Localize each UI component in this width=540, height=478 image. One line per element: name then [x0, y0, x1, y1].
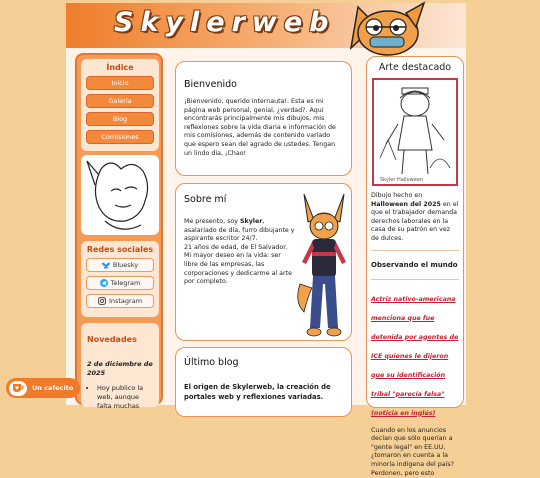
bluesky-button[interactable] [86, 258, 154, 272]
social-title: Redes sociales [86, 245, 154, 254]
featured-art-caption [371, 192, 459, 244]
coffee-cup-icon [9, 381, 27, 396]
featured-art-title: Arte destacado [378, 62, 452, 73]
featured-art-frame[interactable] [372, 78, 458, 186]
about-name: Skyler [239, 218, 263, 225]
index-box [81, 59, 159, 151]
index-title: Índice [106, 63, 134, 72]
updates-date: 2 de diciembre de 2025 [87, 360, 153, 377]
right-sidebar [366, 56, 464, 477]
mascot-icon [346, 3, 466, 48]
world-news-title: Observando el mundo [371, 260, 458, 269]
featured-art-icon [374, 80, 456, 184]
updates-list [87, 384, 153, 411]
about-intro-before: Me presento, soy [184, 218, 240, 225]
bluesky-label: Bluesky [112, 261, 139, 269]
nav-comisiones-button[interactable]: Comisiones [86, 130, 154, 144]
welcome-card [175, 61, 352, 176]
divider [371, 250, 459, 251]
art-caption-before: Dibujo hecho en [371, 192, 423, 199]
page [66, 3, 466, 477]
telegram-icon [100, 279, 108, 287]
butterfly-icon [102, 262, 110, 269]
nav-galeria-button[interactable]: Galería [86, 94, 154, 108]
about-card [175, 183, 352, 341]
about-text [184, 218, 296, 287]
telegram-button[interactable] [86, 276, 154, 290]
art-caption-bold: Halloween del 2025 [371, 200, 441, 208]
avatar-drawing-icon [81, 155, 159, 235]
art-caption-after: en el que el trabajador demanda derechos laborales en la casa de su patrón en vez de dulces. [371, 200, 459, 242]
blog-title: Último blog [184, 357, 239, 368]
kofi-button[interactable] [6, 378, 80, 398]
avatar [81, 155, 159, 235]
site-header [66, 3, 466, 48]
site-title: Skylerweb [114, 7, 336, 38]
instagram-icon [98, 297, 106, 305]
heart-cup-icon [12, 383, 24, 393]
list-item: • Hoy publico la web, aunque falta muchas [97, 384, 153, 411]
nav-inicio-button[interactable]: Inicio [86, 76, 154, 90]
about-title: Sobre mí [184, 194, 227, 205]
news-updates-box [81, 323, 159, 410]
blog-card [175, 347, 352, 417]
news-article-link[interactable]: Actriz nativo-americana menciona que fue detenida por agentes de ICE quienes le dijeron que su identificación tribal "parecía falsa" (noticia en inglés) [371, 295, 459, 417]
about-line3: Mi mayor deseo en la vida: ser libre de las empresas, las corporaciones y dedicarme al arte por completo. [184, 252, 292, 286]
updates-title: Novedades [87, 335, 137, 344]
nav-blog-button[interactable]: Blog [86, 112, 154, 126]
welcome-title: Bienvenido [184, 79, 237, 90]
divider [371, 279, 459, 280]
news-commentary: Cuando en los anuncios decían que sólo querían a "gente legal" en EE.UU, ¿tomaron en cuenta a la minoría indígena del país? Perdonen, pero esto [371, 426, 454, 477]
latest-blog-link[interactable]: El origen de Skylerweb, la creación de portales web y reflexiones variadas. [184, 383, 331, 401]
about-line2: 21 años de edad, de El Salvador. [184, 243, 288, 251]
about-intro-after: , asalariado de día, furro dibujante y aspirante escritor 24/7. [184, 218, 295, 243]
instagram-button[interactable] [86, 294, 154, 308]
social-box [81, 241, 159, 317]
art-signature: Skyler Halloween [380, 177, 424, 183]
left-sidebar [75, 53, 163, 410]
instagram-label: Instagram [108, 297, 143, 305]
kofi-label: Un cafecito [32, 384, 74, 392]
welcome-text: ¡Bienvenido, querido internauta!. Esta es mi página web personal, genial, ¿verdad?. Aquí encontrarás principalmente mis dibujos, mis reflexiones sobre la vida diaria e información de mis comisiones, además de contenido variado que espero sean del agrado de ustedes. Tengan un lindo día, ¡Chao! [184, 98, 336, 157]
telegram-label: Telegram [110, 279, 141, 287]
character-illustration-icon [296, 192, 352, 340]
